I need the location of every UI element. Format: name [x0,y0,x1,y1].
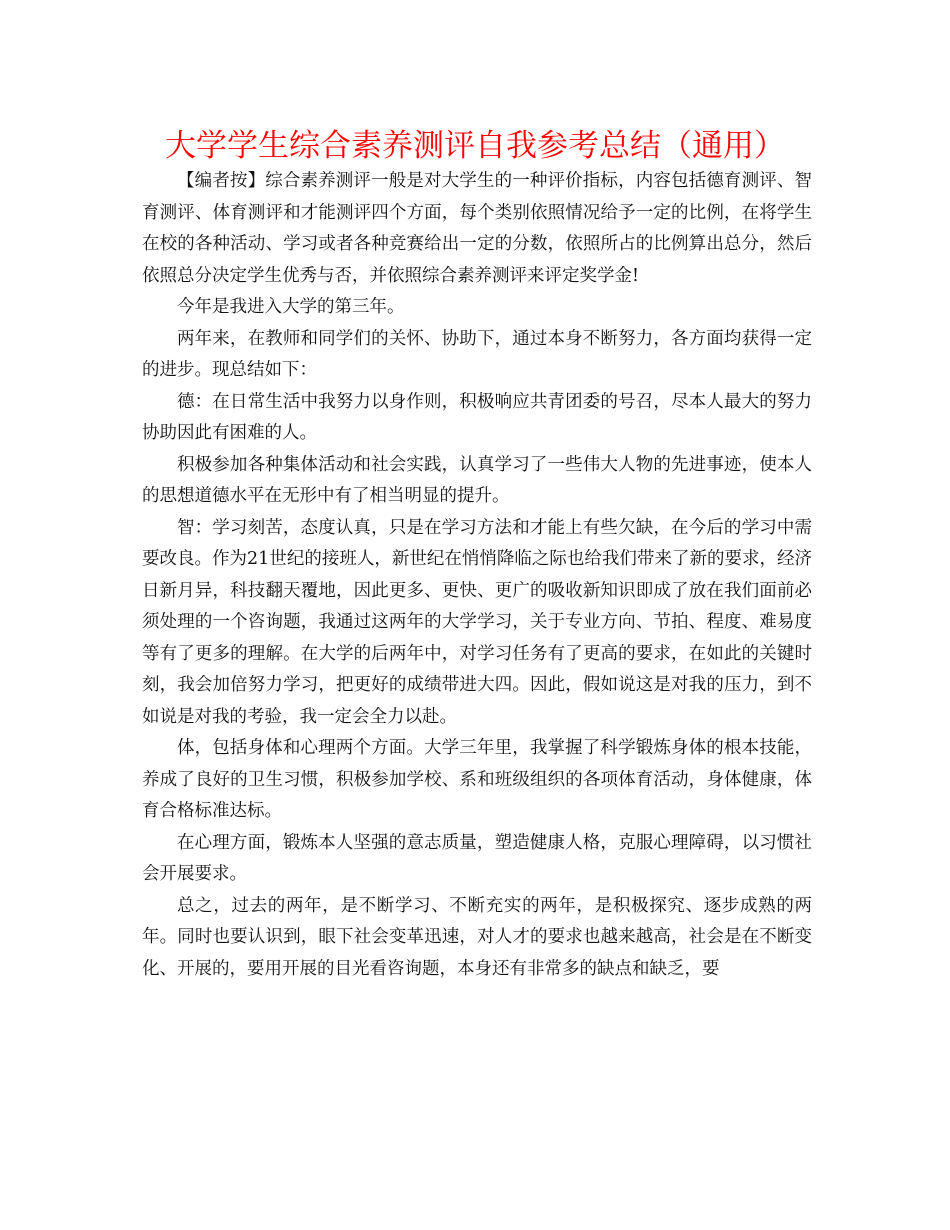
document-body [142,166,812,985]
paragraph-editor-note: 【编者按】综合素养测评一般是对大学生的一种评价指标，内容包括德育测评、智育测评、体育测评和才能测评四个方面，每个类别依照情况给予一定的比例，在将学生在校的各种活动、学习或者各种竞赛给出一定的分数，依照所占的比例算出总分，然后依照总分决定学生优秀与否，并依照综合素养测评来评定奖学金! [142,171,812,286]
paragraph-moral: 德：在日常生活中我努力以身作则，积极响应共青团委的号召，尽本人最大的努力协助因此有困难的人。 [142,391,812,443]
document-title: 大学学生综合素养测评自我参考总结（通用） [165,128,785,164]
paragraph-psychology: 在心理方面，锻炼本人坚强的意志质量，塑造健康人格，克服心理障碍，以习惯社会开展要求。 [142,832,812,884]
paragraph-summary-lead: 两年来，在教师和同学们的关怀、协助下，通过本身不断努力，各方面均获得一定的进步。现总结如下： [142,328,812,380]
paragraph-intro: 今年是我进入大学的第三年。 [177,297,405,317]
paragraph-physical: 体，包括身体和心理两个方面。大学三年里，我掌握了科学锻炼身体的根本技能，养成了良好的卫生习惯，积极参加学校、系和班级组织的各项体育活动，身体健康，体育合格标准达标。 [142,738,812,821]
paragraph-activities: 积极参加各种集体活动和社会实践，认真学习了一些伟大人物的先进事迹，使本人的思想道德水平在无形中有了相当明显的提升。 [142,454,812,506]
paragraph-conclusion: 总之，过去的两年，是不断学习、不断充实的两年，是积极探究、逐步成熟的两年。同时也要认识到，眼下社会变革迅速，对人才的要求也越来越高，社会是在不断变化、开展的，要用开展的目光看咨询题，本身还有非常多的缺点和缺乏，要 [142,895,812,979]
paragraph-intellect: 智：学习刻苦，态度认真，只是在学习方法和才能上有些欠缺，在今后的学习中需要改良。作为21世纪的接班人，新世纪在悄悄降临之际也给我们带来了新的要求，经济日新月异，科技翻天覆地，因此更多、更快、更广的吸收新知识即成了放在我们面前必须处理的一个咨询题，我通过这两年的大学学习，关于专业方向、节拍、程度、难易度等有了更多的理解。在大学的后两年中，对学习任务有了更高的要求，在如此的关键时刻，我会加倍努力学习，把更好的成绩带进大四。因此，假如说这是对我的压力，到不如说是对我的考验，我一定会全力以赴。 [142,517,812,727]
